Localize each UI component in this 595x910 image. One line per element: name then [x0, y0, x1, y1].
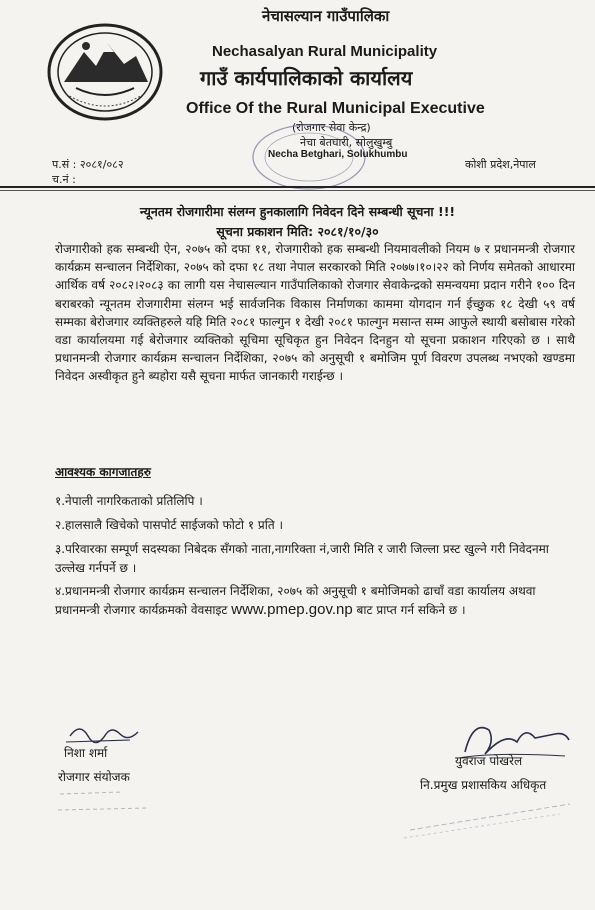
service-center-label: (रोजगार सेवा केन्द्र) — [292, 121, 371, 134]
dispatch-number: च.नं : — [52, 173, 76, 186]
right-signatory-role: नि.प्रमुख प्रशासकिय अधिकृत — [420, 778, 547, 792]
municipality-name-np: नेचासल्यान गाउँपालिका — [262, 7, 390, 25]
right-signatory-name: युवराज पोखरेल — [455, 754, 523, 768]
left-signatory-name: निशा शर्मा — [64, 746, 108, 760]
document-item-1: १.नेपाली नागरिकताको प्रतिलिपि । — [55, 494, 203, 508]
municipality-logo-icon — [46, 22, 164, 122]
reference-number: प.सं : २०८१/०८२ — [52, 158, 124, 171]
left-signatory-role: रोजगार संयोजक — [58, 770, 130, 784]
document-item-4-end: बाट प्राप्त गर्न सकिने छ । — [356, 602, 466, 617]
address-np: नेचा बेतघारी, सोलुखुम्बु — [300, 136, 393, 149]
province-label: कोशी प्रदेश,नेपाल — [465, 158, 536, 171]
notice-title: न्यूनतम रोजगारीमा संलग्न हुनकालागि निवेदन दिने सम्बन्धी सूचना !!! — [139, 204, 456, 219]
right-stamp — [390, 790, 580, 840]
document-item-2: २.हालसालै खिचेको पासपोर्ट साईजको फोटो १ प्रति । — [55, 518, 284, 532]
office-name-np: गाउँ कार्यपालिकाको कार्यालय — [200, 66, 413, 90]
website-link[interactable]: www.pmep.gov.np — [231, 600, 353, 618]
office-name-en: Office Of the Rural Municipal Executive — [186, 100, 485, 117]
address-en: Necha Betghari, Solukhumbu — [268, 149, 408, 160]
municipality-name-en: Nechasalyan Rural Municipality — [212, 43, 438, 60]
document-item-4-text: ४.प्रधानमन्त्री रोजगार कार्यक्रम सन्चालन निर्देशिका, २०७५ को अनुसूची १ बमोजिमको ढाचाँ वडा कार्यालय अथवा प्रधानमन्त्री रोजगार कार्यक्रमको वेवसाइट — [55, 584, 536, 617]
document-item-4 — [55, 582, 575, 619]
documents-heading: आवश्यक कागजातहरु — [55, 465, 151, 479]
document-item-3: ३.परिवारका सम्पूर्ण सदस्यका निबेदक सँगको नाता,नागरिक्ता नं,जारी मिति र जारी जिल्ला प्रस्ट खुल्ने गरी निवेदनमा उल्लेख गर्नपर्ने छ । — [55, 542, 549, 575]
notice-body: रोजगारीको हक सम्बन्धी ऐन, २०७५ को दफा ११, रोजगारीको हक सम्बन्धी नियमावलीको नियम ७ र प्रधानमन्त्री रोजगार कार्यक्रम सन्चालन निर्देशिका, २०७५ को दफा १८ तथा नेपाल सरकारको मिति २०७७।१०।२२ को निर्णय समेतको आधारमा आर्थिक वर्ष २०८२।२०८३ का लागी यस नेचासल्यान गाउँपालिकाको रोजगार सेवाकेन्द्रको समन्वयमा प्रदान गरीने १०० दिन बराबरको न्यूनतम रोजगारीमा संलग्न भई सार्वजनिक विकास निर्माणका काममा योगदान गर्न ईच्छुक १८ देखी ५९ वर्ष सम्मका बेरोजगार व्यक्तिहरुले यहि मिति २०८१ फाल्गुन १ देखी २०८१ फाल्गुन मसान्त सम्म आफुले स्थायी बसोबास गरेको वडा कार्यालयमा गई बेरोजगार व्यक्तिको सूचिमा सूचिकृत हुन निवेदन दिनहुन यो सूचना प्रकाशन गरिएको छ । साथै प्रधानमन्त्री रोजगार कार्यक्रम सन्चालन निर्देशिका, २०७५ को अनुसूची १ बमोजिम पूर्ण विवरण उपलब्ध नभएको खण्डमा निवेदन अस्वीकृत हुने ब्यहोरा यसै सूचना मार्फत जानकारी गराईन्छ । — [55, 242, 575, 384]
header-divider — [0, 186, 595, 188]
left-stamp — [52, 782, 162, 822]
header-divider-thin — [0, 190, 595, 191]
publish-date: सूचना प्रकाशन मिति: २०८१/१०/३० — [216, 224, 379, 239]
